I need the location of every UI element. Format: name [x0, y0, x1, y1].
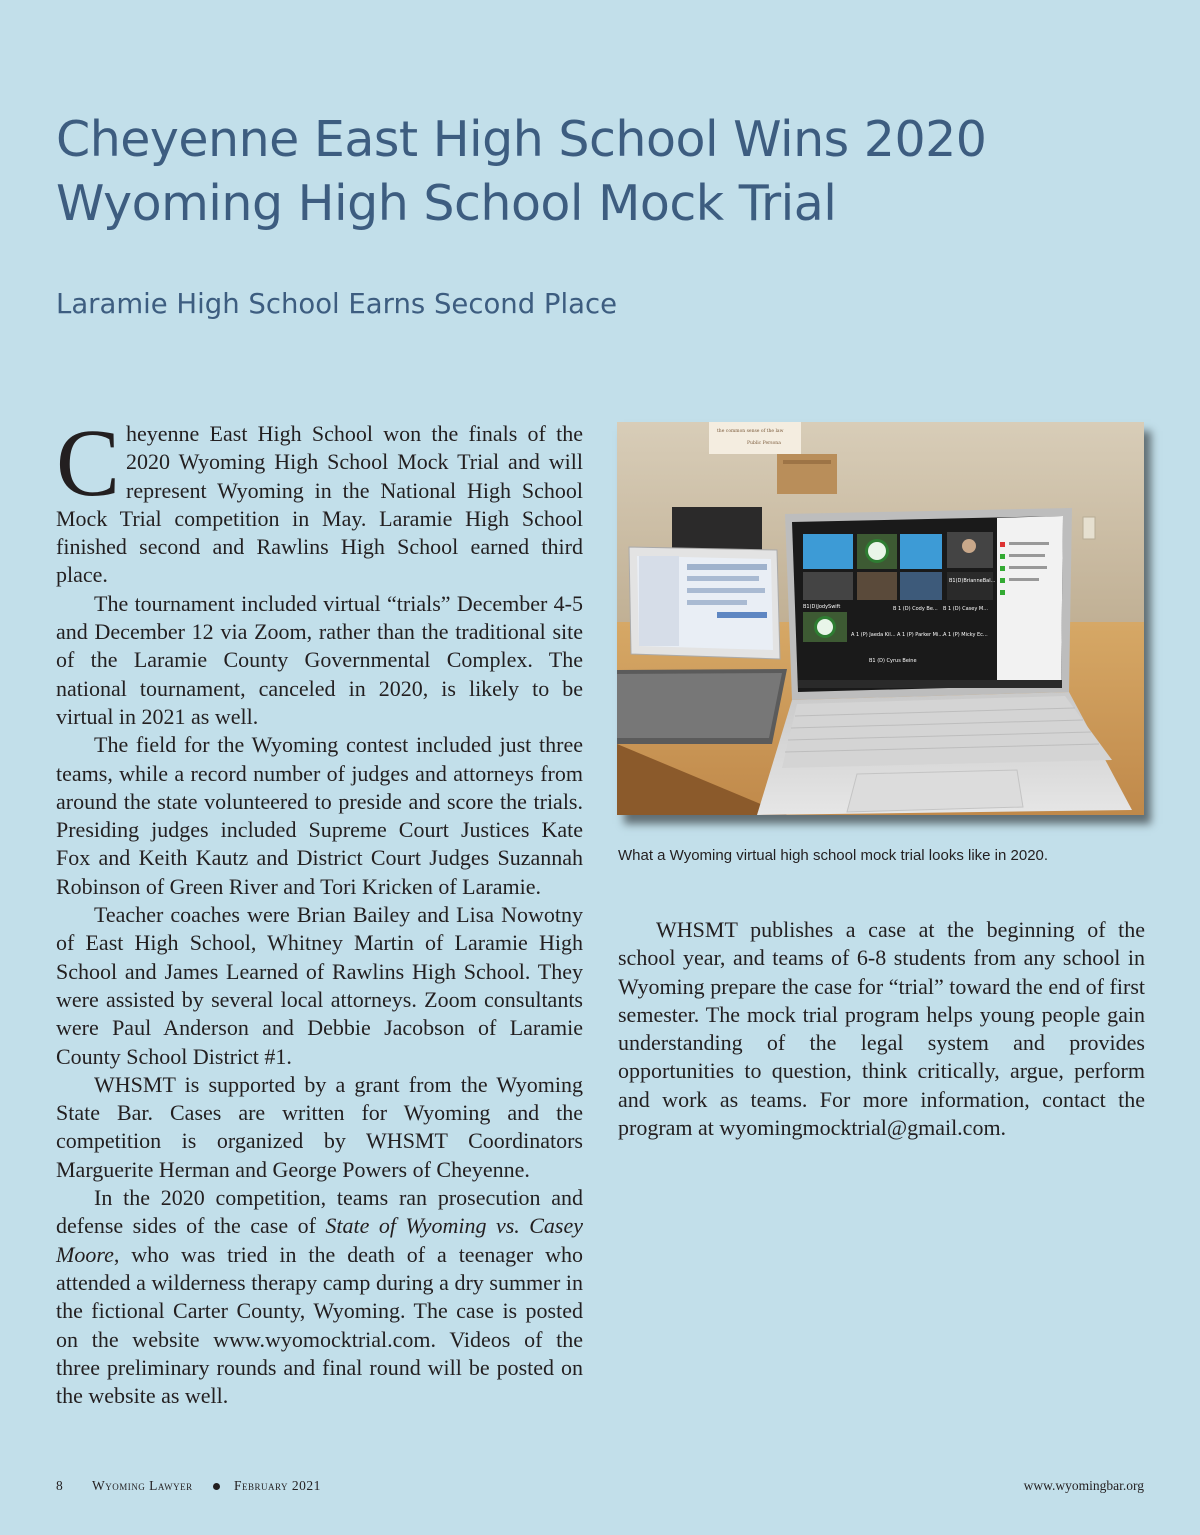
page-footer	[56, 1476, 1144, 1496]
issue-date: February 2021	[234, 1478, 321, 1493]
zoom-tile-6: A 1 (P) Parker Mi...	[897, 632, 944, 638]
wall-sign-line-2: Public Persona	[747, 441, 781, 446]
bullet-icon	[213, 1483, 220, 1490]
article-title: Cheyenne East High School Wins 2020 Wyoming High School Mock Trial	[56, 111, 987, 232]
wall-sign	[709, 422, 801, 454]
zoom-tile-5: A 1 (P) Jaeda Kil...	[851, 632, 896, 638]
tablet	[617, 547, 787, 744]
zoom-tile-4: B 1 (D) Casey M...	[943, 606, 988, 612]
photo-caption: What a Wyoming virtual high school mock trial looks like in 2020.	[618, 847, 1049, 864]
zoom-tile-7: A 1 (P) Micky Ec...	[943, 632, 988, 638]
page-number: 8	[56, 1478, 63, 1493]
paragraph-6	[56, 1184, 583, 1410]
magazine-name: Wyoming Lawyer	[92, 1478, 193, 1493]
zoom-tile-3: B 1 (D) Cody Be...	[893, 606, 938, 612]
paragraph-3: The field for the Wyoming contest included just three teams, while a record number of judges and attorneys from around the state volunteered to preside and score the trials. Presiding judges included Supreme Court Justices Kate Fox and Keith Kautz and District Court Judges Suzannah Robinson of Green River and Tori Kricken of Laramie.	[56, 732, 583, 899]
zoom-tile-2: B1(D)JodySwift	[803, 604, 841, 610]
drop-cap: C	[56, 409, 121, 516]
wall-sign-line-1: the common sense of the law	[717, 429, 784, 434]
left-column	[56, 409, 584, 1410]
paragraph-1	[56, 409, 583, 590]
paragraph-4: Teacher coaches were Brian Bailey and Lisa Nowotny of East High School, Whitney Martin of Laramie High School and James Learned of Rawlins High School. They were assisted by several local attorneys. Zoom consultants were Paul Anderson and Debbie Jacobson of Laramie County School District #1.	[56, 902, 583, 1069]
right-column	[618, 916, 1145, 1142]
crate	[672, 507, 762, 552]
paragraph-1-text: heyenne East High School won the finals of the 2020 Wyoming High School Mock Trial and will represent Wyoming in the National High School Mock Trial competition in May. Laramie High School finished second and Rawlins High School earned third place.	[56, 421, 583, 588]
paragraph-7: WHSMT publishes a case at the beginning of the school year, and teams of 6-8 students from any school in Wyoming prepare the case for “trial” toward the end of first semester. The mock trial program helps young people gain understanding of the legal system and provides opportunities to question, think critically, argue, perform and work as teams. For more information, contact the program at wyomingmocktrial@gmail.com.	[618, 917, 1145, 1141]
mock-trial-photo	[617, 422, 1144, 815]
photo-illustration	[617, 422, 1144, 815]
outlet	[1083, 517, 1095, 539]
zoom-tile-8: B1 (D) Cyrus Beine	[869, 658, 917, 664]
paragraph-5: WHSMT is supported by a grant from the Wyoming State Bar. Cases are written for Wyoming and the competition is organized by WHSMT Coordinators Marguerite Herman and George Powers of Cheyenne.	[56, 1071, 583, 1182]
case-name: State of Wyoming vs. Casey Moore	[56, 1213, 584, 1267]
paragraph-6-end: , who was tried in the death of a teenager who attended a wilderness therapy camp during a dry summer in the fictional Carter County, Wyoming. The case is posted on the website www.wyomocktrial.com. Videos of the three preliminary rounds and final round will be posted on the website as well.	[56, 1241, 583, 1409]
zoom-tile-1: B1(D)BrianneBal...	[949, 578, 996, 584]
footer-url[interactable]: www.wyomingbar.org	[1023, 1478, 1144, 1493]
paragraph-2: The tournament included virtual “trials” December 4-5 and December 12 via Zoom, rather than the traditional site of the Laramie County Governmental Complex. The national tournament, canceled in 2020, is likely to be virtual in 2021 as well.	[56, 590, 583, 729]
paragraph-6-start: In the 2020 competition, teams ran prosecution and defense sides of the case of	[56, 1185, 583, 1239]
article-subtitle: Laramie High School Earns Second Place	[56, 288, 618, 320]
